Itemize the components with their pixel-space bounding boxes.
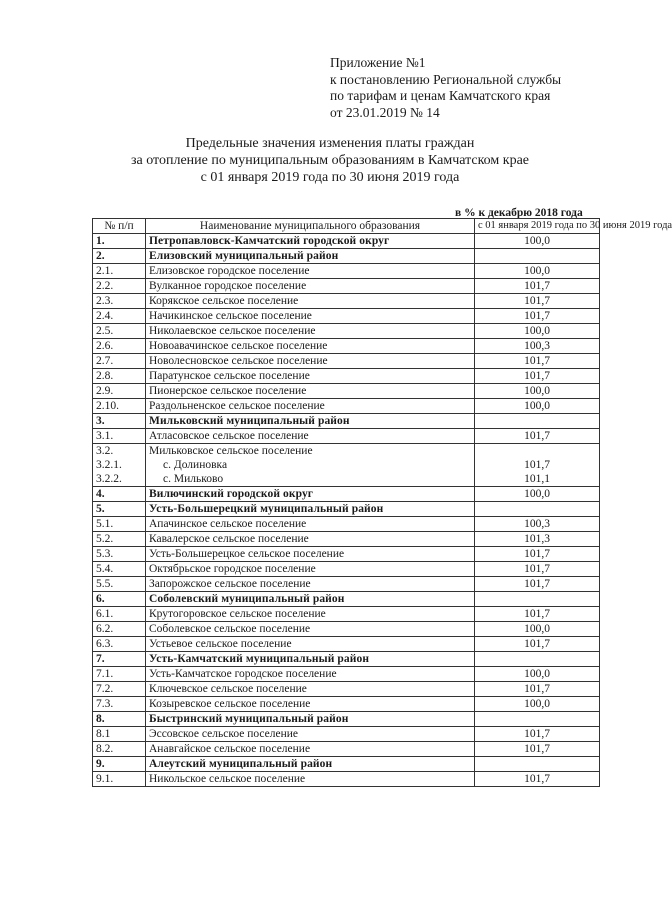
row-value: 101,7	[475, 562, 600, 577]
row-name: Запорожское сельское поселение	[146, 577, 475, 592]
row-number: 2.8.	[93, 369, 146, 384]
table-row	[93, 577, 600, 592]
sub-entry: с. Мильково	[163, 473, 224, 485]
row-name: Начикинское сельское поселение	[146, 309, 475, 324]
appendix-line: от 23.01.2019 № 14	[330, 104, 440, 120]
sub-entry	[478, 444, 596, 458]
row-value: 101,7	[475, 727, 600, 742]
row-name: Новолесновское сельское поселение	[146, 354, 475, 369]
title-line: за отопление по муниципальным образованиям в Камчатском крае	[130, 153, 529, 168]
row-number: 5.5.	[93, 577, 146, 592]
row-name: Ключевское сельское поселение	[146, 682, 475, 697]
row-value: 101,7	[475, 637, 600, 652]
row-number: 6.2.	[93, 622, 146, 637]
row-value: 101,7	[475, 369, 600, 384]
row-number: 5.3.	[93, 547, 146, 562]
row-value: 101,7	[475, 607, 600, 622]
table-row	[93, 727, 600, 742]
row-number: 3.1.	[93, 429, 146, 444]
row-value: 101,7	[475, 294, 600, 309]
row-name	[146, 444, 475, 487]
appendix-line: по тарифам и ценам Камчатского края	[330, 88, 551, 103]
header-num: № п/п	[93, 219, 146, 234]
row-value: 101,7	[475, 772, 600, 787]
row-number: 2.2.	[93, 279, 146, 294]
table-row	[93, 279, 600, 294]
table-row	[93, 607, 600, 622]
row-value: 101,3	[475, 532, 600, 547]
row-value: 100,0	[475, 234, 600, 249]
table-row	[93, 682, 600, 697]
table-row	[93, 294, 600, 309]
table-header-row	[93, 219, 600, 234]
row-value: 100,0	[475, 487, 600, 502]
row-value	[475, 249, 600, 264]
row-value	[475, 444, 600, 487]
appendix-line: к постановлению Региональной службы	[330, 71, 562, 87]
table-row	[93, 532, 600, 547]
district-row	[93, 414, 600, 429]
row-number: 6.1.	[93, 607, 146, 622]
row-number: 7.2.	[93, 682, 146, 697]
row-number: 6.	[93, 592, 146, 607]
table-row	[93, 339, 600, 354]
row-value	[475, 592, 600, 607]
row-name: Кавалерское сельское поселение	[146, 532, 475, 547]
row-name: Паратунское сельское поселение	[146, 369, 475, 384]
row-value: 101,7	[475, 279, 600, 294]
row-value	[475, 757, 600, 772]
header-value: с 01 января 2019 года по 30 июня 2019 года	[475, 219, 600, 234]
unit-note: в % к декабрю 2018 года	[455, 207, 583, 219]
row-name: Анавгайское сельское поселение	[146, 742, 475, 757]
row-number: 8.1	[93, 727, 146, 742]
row-name: Усть-Камчатский муниципальный район	[146, 652, 475, 667]
table-row	[93, 369, 600, 384]
row-name: Соболевское сельское поселение	[146, 622, 475, 637]
table-row	[93, 264, 600, 279]
row-number: 2.3.	[93, 294, 146, 309]
row-number: 9.	[93, 757, 146, 772]
row-name: Соболевский муниципальный район	[146, 592, 475, 607]
table-row	[93, 354, 600, 369]
table-row	[93, 547, 600, 562]
row-name: Вилючинский городской округ	[146, 487, 475, 502]
row-name: Усть-Большерецкое сельское поселение	[146, 547, 475, 562]
row-number: 5.	[93, 502, 146, 517]
district-row	[93, 592, 600, 607]
district-row	[93, 249, 600, 264]
district-row	[93, 652, 600, 667]
district-row	[93, 502, 600, 517]
table-row	[93, 384, 600, 399]
row-value: 100,3	[475, 339, 600, 354]
row-value: 101,7	[475, 577, 600, 592]
row-value: 100,3	[475, 517, 600, 532]
table-row	[93, 517, 600, 532]
row-value: 101,7	[475, 309, 600, 324]
table-body	[93, 234, 600, 787]
table-row	[93, 622, 600, 637]
row-number: 4.	[93, 487, 146, 502]
row-name: Атласовское сельское поселение	[146, 429, 475, 444]
row-number: 2.1.	[93, 264, 146, 279]
row-number	[93, 444, 146, 487]
row-name: Апачинское сельское поселение	[146, 517, 475, 532]
row-name: Новоавачинское сельское поселение	[146, 339, 475, 354]
table-row	[93, 637, 600, 652]
row-name: Октябрьское городское поселение	[146, 562, 475, 577]
row-name: Козыревское сельское поселение	[146, 697, 475, 712]
table-row	[93, 399, 600, 414]
row-name: Мильковский муниципальный район	[146, 414, 475, 429]
table-row	[93, 444, 600, 487]
table-row	[93, 309, 600, 324]
district-row	[93, 712, 600, 727]
row-name: Петропавловск-Камчатский городской округ	[146, 234, 475, 249]
row-number: 1.	[93, 234, 146, 249]
row-number: 7.1.	[93, 667, 146, 682]
row-value: 101,7	[475, 742, 600, 757]
row-name: Эссовское сельское поселение	[146, 727, 475, 742]
row-value: 100,0	[475, 622, 600, 637]
row-name: Елизовский муниципальный район	[146, 249, 475, 264]
row-name: Устьевое сельское поселение	[146, 637, 475, 652]
row-number: 2.5.	[93, 324, 146, 339]
tariff-table	[92, 218, 672, 787]
row-number: 2.10.	[93, 399, 146, 414]
title-line: Предельные значения изменения платы граждан	[185, 136, 475, 151]
table-row	[93, 667, 600, 682]
row-number: 2.9.	[93, 384, 146, 399]
row-value: 100,0	[475, 384, 600, 399]
row-name: Вулканное городское поселение	[146, 279, 475, 294]
row-number: 2.	[93, 249, 146, 264]
row-value: 101,7	[475, 429, 600, 444]
row-name: Корякское сельское поселение	[146, 294, 475, 309]
row-number: 8.2.	[93, 742, 146, 757]
table-row	[93, 324, 600, 339]
row-name: Усть-Большерецкий муниципальный район	[146, 502, 475, 517]
row-number: 2.4.	[93, 309, 146, 324]
row-number: 9.1.	[93, 772, 146, 787]
sub-entry: 101,7	[524, 459, 550, 471]
row-name: Николаевское сельское поселение	[146, 324, 475, 339]
row-value: 100,0	[475, 399, 600, 414]
row-value	[475, 652, 600, 667]
table-row	[93, 429, 600, 444]
sub-entry: Мильковское сельское поселение	[149, 445, 313, 457]
sub-entry: с. Долиновка	[163, 459, 228, 471]
sub-entry: 3.2.2.	[96, 473, 122, 485]
table-row	[93, 697, 600, 712]
row-name: Никольское сельское поселение	[146, 772, 475, 787]
row-name: Быстринский муниципальный район	[146, 712, 475, 727]
header-name: Наименование муниципального образования	[146, 219, 475, 234]
district-row	[93, 234, 600, 249]
row-number: 5.4.	[93, 562, 146, 577]
district-row	[93, 757, 600, 772]
row-value: 101,7	[475, 682, 600, 697]
row-name: Елизовское городское поселение	[146, 264, 475, 279]
table-row	[93, 772, 600, 787]
row-value: 100,0	[475, 667, 600, 682]
row-number: 7.3.	[93, 697, 146, 712]
row-number: 5.2.	[93, 532, 146, 547]
row-name: Алеутский муниципальный район	[146, 757, 475, 772]
row-number: 5.1.	[93, 517, 146, 532]
row-value	[475, 712, 600, 727]
row-value	[475, 414, 600, 429]
row-name: Крутогоровское сельское поселение	[146, 607, 475, 622]
district-row	[93, 487, 600, 502]
row-value: 100,0	[475, 324, 600, 339]
row-name: Усть-Камчатское городское поселение	[146, 667, 475, 682]
row-value: 100,0	[475, 264, 600, 279]
document-title	[80, 135, 580, 186]
appendix-block	[330, 55, 620, 121]
row-number: 7.	[93, 652, 146, 667]
row-value: 101,7	[475, 547, 600, 562]
row-name: Раздольненское сельское поселение	[146, 399, 475, 414]
row-number: 2.6.	[93, 339, 146, 354]
sub-entry: 3.2.	[96, 445, 114, 457]
appendix-line: Приложение №1	[330, 55, 426, 70]
row-value: 101,7	[475, 354, 600, 369]
row-number: 6.3.	[93, 637, 146, 652]
sub-entry: 3.2.1.	[96, 459, 122, 471]
row-value: 100,0	[475, 697, 600, 712]
row-name: Пионерское сельское поселение	[146, 384, 475, 399]
sub-entry: 101,1	[524, 473, 550, 485]
title-line: с 01 января 2019 года по 30 июня 2019 года	[200, 170, 460, 185]
row-number: 2.7.	[93, 354, 146, 369]
row-value	[475, 502, 600, 517]
row-number: 3.	[93, 414, 146, 429]
table-row	[93, 562, 600, 577]
table-row	[93, 742, 600, 757]
row-number: 8.	[93, 712, 146, 727]
